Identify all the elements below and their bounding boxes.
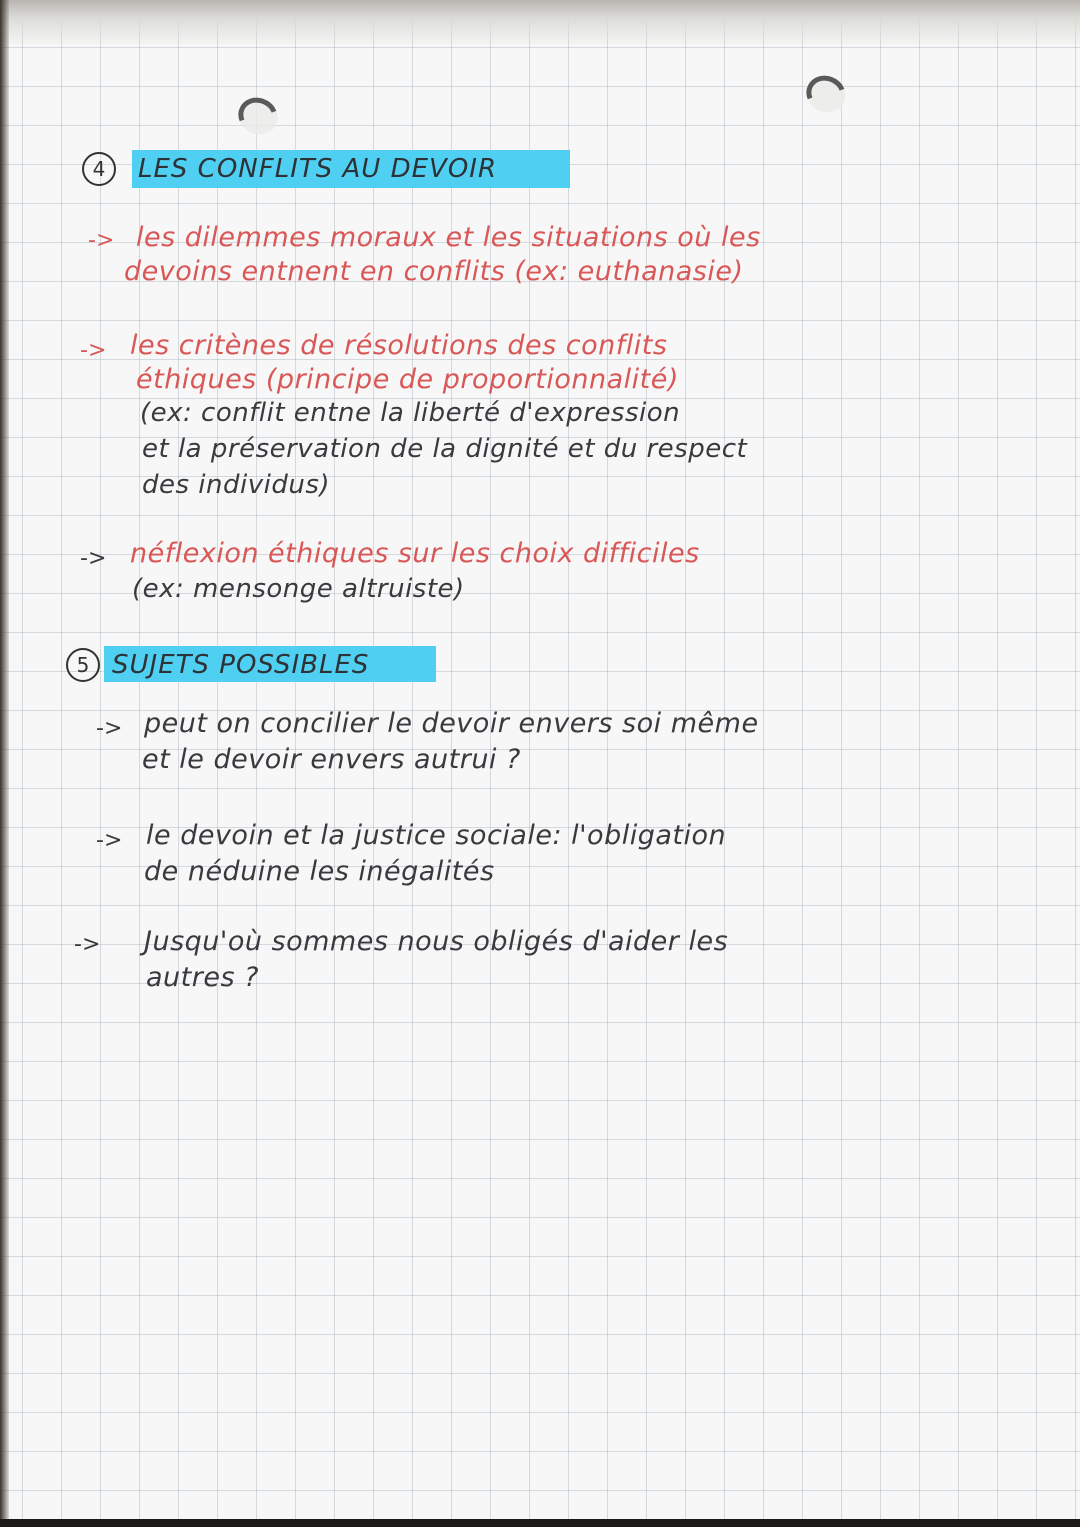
arrow-icon: -> [96,716,123,741]
section4-number: 4 [82,152,116,186]
section5-number: 5 [66,648,100,682]
s4-item1-line1: les dilemmes moraux et les situations où les [136,222,761,253]
s4-item2-example3: des individus) [142,470,331,500]
arrow-icon: -> [96,828,123,853]
binder-hole-right [800,69,851,119]
arrow-icon: -> [88,228,115,253]
s4-item2-example1: (ex: conflit entne la liberté d'expression [140,398,681,428]
s5-item2-line1: le devoin et la justice sociale: l'obligation [146,820,727,851]
s5-item3-line2: autres ? [146,962,259,993]
section4-title: LES CONFLITS AU DEVOIR [138,154,498,184]
s4-item1-line2: devoins entnent en conflits (ex: euthanasie) [124,256,744,287]
section5-title: SUJETS POSSIBLES [112,650,370,680]
binder-hole-left [232,91,283,141]
s5-item1-line1: peut on concilier le devoir envers soi même [144,708,759,739]
s4-item2-example2: et la préservation de la dignité et du respect [142,434,748,464]
s5-item2-line2: de néduine les inégalités [144,856,495,887]
s4-item3-line1: néflexion éthiques sur les choix difficiles [130,538,700,569]
s4-item2-line2: éthiques (principe de proportionnalité) [136,364,679,395]
arrow-icon: -> [80,338,107,363]
s5-item1-line2: et le devoir envers autrui ? [142,744,521,775]
page-bottom-edge [0,1519,1080,1527]
page-top-shadow [0,0,1080,46]
s4-item3-example1: (ex: mensonge altruiste) [132,574,465,604]
s5-item3-line1: Jusqu'où sommes nous obligés d'aider les [144,926,729,957]
s4-item2-line1: les critènes de résolutions des conflits [130,330,668,361]
page-left-edge [0,0,9,1527]
arrow-icon: -> [74,932,101,957]
arrow-icon: -> [80,546,107,571]
